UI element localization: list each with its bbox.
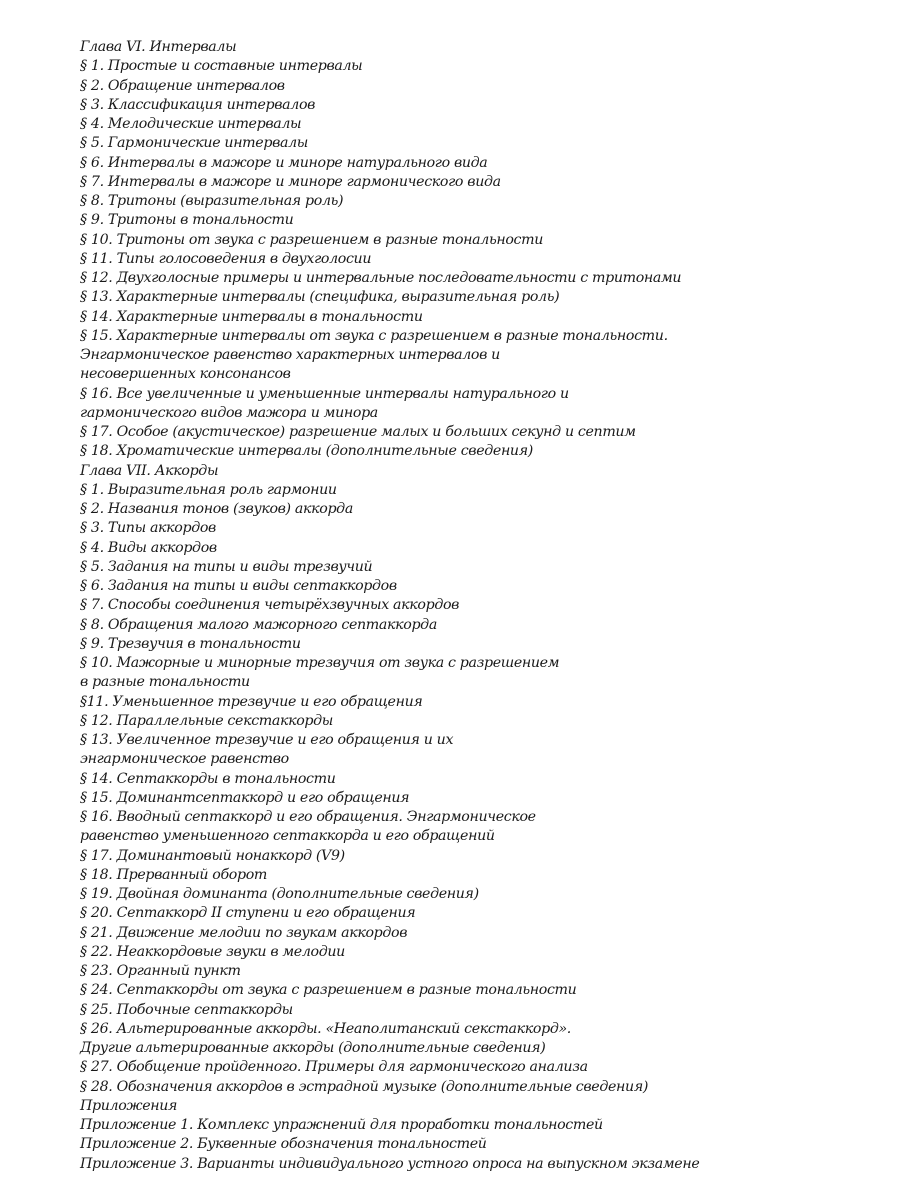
toc-line: Приложения bbox=[80, 1097, 178, 1114]
toc-line: § 18. Прерванный оборот bbox=[80, 866, 267, 883]
toc-line: Глава VII. Аккорды bbox=[80, 462, 219, 479]
toc-line: Энгармоническое равенство характерных интервалов и bbox=[80, 347, 500, 363]
toc-line: § 13. Характерные интервалы (специфика, выразительная роль) bbox=[80, 289, 560, 306]
toc-line: § 7. Интервалы в мажоре и миноре гармонического вида bbox=[80, 173, 501, 190]
toc-line: § 16. Все увеличенные и уменьшенные интервалы натурального и bbox=[80, 385, 569, 402]
table-of-contents bbox=[80, 38, 880, 1174]
toc-line: § 25. Побочные септаккорды bbox=[80, 1001, 293, 1018]
toc-line: Другие альтерированные аккорды (дополнительные сведения) bbox=[80, 1040, 546, 1056]
toc-line: § 1. Выразительная роль гармонии bbox=[80, 481, 337, 498]
toc-line: § 23. Органный пункт bbox=[80, 963, 241, 979]
toc-line: § 2. Названия тонов (звуков) аккорда bbox=[80, 501, 353, 517]
toc-line: § 11. Типы голосоведения в двухголосии bbox=[80, 250, 372, 267]
toc-line: § 15. Доминантсептаккорд и его обращения bbox=[80, 789, 410, 806]
toc-line: § 15. Характерные интервалы от звука с разрешением в разные тональности. bbox=[80, 327, 668, 344]
toc-line: Глава VI. Интервалы bbox=[80, 39, 237, 55]
toc-line: § 22. Неаккордовые звуки в мелодии bbox=[80, 943, 345, 960]
toc-line: § 13. Увеличенное трезвучие и его обращения и их bbox=[80, 732, 454, 748]
toc-line: § 8. Обращения малого мажорного септаккорда bbox=[80, 616, 437, 633]
toc-line: § 20. Септаккорд II ступени и его обращения bbox=[80, 905, 416, 922]
toc-line: § 5. Гармонические интервалы bbox=[80, 135, 308, 152]
toc-line: § 3. Типы аккордов bbox=[80, 520, 216, 537]
toc-line: § 19. Двойная доминанта (дополнительные сведения) bbox=[80, 886, 479, 902]
toc-line: § 16. Вводный септаккорд и его обращения. Энгармоническое bbox=[80, 809, 536, 825]
toc-line: § 14. Характерные интервалы в тональности bbox=[80, 308, 423, 325]
toc-line: § 9. Тритоны в тональности bbox=[80, 212, 294, 229]
toc-line: § 12. Двухголосные примеры и интервальные последовательности с тритонами bbox=[80, 270, 682, 286]
toc-line: § 6. Задания на типы и виды септаккордов bbox=[80, 578, 397, 594]
toc-line: § 24. Септаккорды от звука с разрешением в разные тональности bbox=[80, 982, 577, 999]
toc-line: § 12. Параллельные секстаккорды bbox=[80, 712, 334, 729]
toc-line: § 14. Септаккорды в тональности bbox=[80, 770, 336, 787]
toc-line: несовершенных консонансов bbox=[80, 366, 291, 383]
toc-line: равенство уменьшенного септаккорда и его обращений bbox=[80, 828, 495, 845]
toc-line: § 8. Тритоны (выразительная роль) bbox=[80, 193, 344, 209]
toc-line: § 1. Простые и составные интервалы bbox=[80, 58, 363, 75]
toc-line: энгармоническое равенство bbox=[80, 751, 289, 768]
toc-line: § 17. Доминантовый нонаккорд (V9) bbox=[80, 847, 345, 864]
toc-line: Приложение 3. Варианты индивидуального устного опроса на выпускном экзамене bbox=[80, 1155, 700, 1172]
toc-line: Приложение 1. Комплекс упражнений для проработки тональностей bbox=[80, 1117, 603, 1133]
toc-line: § 27. Обобщение пройденного. Примеры для гармонического анализа bbox=[80, 1059, 588, 1076]
toc-line: § 9. Трезвучия в тональности bbox=[80, 635, 301, 652]
toc-line: § 4. Виды аккордов bbox=[80, 539, 217, 556]
toc-line: § 18. Хроматические интервалы (дополнительные сведения) bbox=[80, 443, 533, 460]
toc-line: § 4. Мелодические интервалы bbox=[80, 116, 302, 132]
toc-line: § 10. Мажорные и минорные трезвучия от звука с разрешением bbox=[80, 655, 560, 671]
toc-line: гармонического видов мажора и минора bbox=[80, 404, 378, 421]
toc-line: § 26. Альтерированные аккорды. «Неаполитанский секстаккорд». bbox=[80, 1020, 571, 1037]
toc-line: в разные тональности bbox=[80, 674, 250, 691]
toc-line: § 10. Тритоны от звука с разрешением в разные тональности bbox=[80, 231, 544, 248]
toc-line: §11. Уменьшенное трезвучие и его обращения bbox=[80, 693, 423, 710]
toc-line: § 17. Особое (акустическое) разрешение малых и больших секунд и септим bbox=[80, 424, 636, 440]
toc-line: § 3. Классификация интервалов bbox=[80, 96, 316, 113]
toc-line: § 7. Способы соединения четырёхзвучных аккордов bbox=[80, 597, 460, 614]
toc-line: § 5. Задания на типы и виды трезвучий bbox=[80, 558, 373, 575]
toc-line: § 28. Обозначения аккордов в эстрадной музыке (дополнительные сведения) bbox=[80, 1078, 649, 1095]
toc-line: § 2. Обращение интервалов bbox=[80, 77, 285, 94]
toc-line: Приложение 2. Буквенные обозначения тональностей bbox=[80, 1136, 487, 1153]
toc-line: § 21. Движение мелодии по звукам аккордов bbox=[80, 924, 408, 941]
toc-line: § 6. Интервалы в мажоре и миноре натурального вида bbox=[80, 154, 488, 171]
